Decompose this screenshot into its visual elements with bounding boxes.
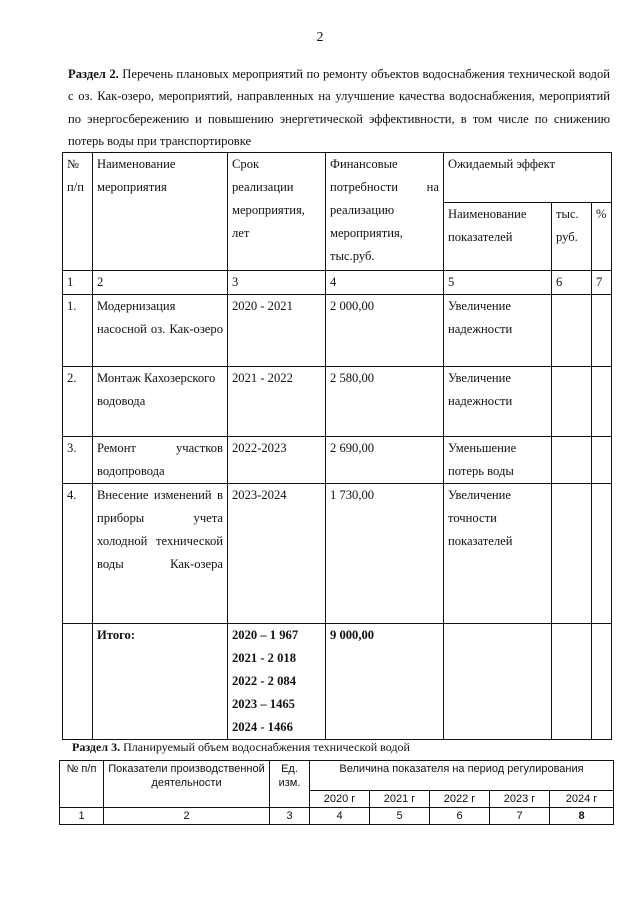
col-number-3: 3 [228, 271, 326, 295]
row-term: 2023-2024 [228, 484, 326, 624]
row-term: 2022-2023 [228, 437, 326, 484]
header-num: № п/п [63, 153, 93, 271]
row-num: 2. [63, 367, 93, 437]
table-row [63, 437, 612, 484]
t3-year-2023: 2023 г [490, 791, 550, 808]
header-effect: Ожидаемый эффект [444, 153, 612, 203]
t3-col-number-5: 5 [370, 808, 430, 825]
total-year-2022: 2022 - 2 084 [232, 674, 297, 688]
total-effect [444, 624, 552, 740]
total-num [63, 624, 93, 740]
header-term: Срок реализации мероприятия, лет [228, 153, 326, 271]
total-label: Итого: [93, 624, 228, 740]
row-finance: 1 730,00 [326, 484, 444, 624]
row-name: Внесение изменений в приборы учета холодной технической воды Как-озера [93, 484, 228, 624]
row-finance: 2 000,00 [326, 295, 444, 367]
total-years [228, 624, 326, 740]
t3-header-num: № п/п [60, 761, 104, 808]
row-name: Монтаж Кахозерского водовода [93, 367, 228, 437]
row-thousand-rub [552, 295, 592, 367]
t3-header-indicators: Показатели производственной деятельности [104, 761, 270, 808]
section-2-heading [68, 63, 610, 152]
row-finance: 2 580,00 [326, 367, 444, 437]
row-percent [592, 437, 612, 484]
row-effect: Увеличение надежности [444, 295, 552, 367]
t3-col-number-3: 3 [270, 808, 310, 825]
col-number-6: 6 [552, 271, 592, 295]
t3-year-2024: 2024 г [550, 791, 614, 808]
total-thousand-rub [552, 624, 592, 740]
col-number-4: 4 [326, 271, 444, 295]
row-thousand-rub [552, 437, 592, 484]
table-row [63, 295, 612, 367]
t3-year-2020: 2020 г [310, 791, 370, 808]
t3-col-number-4: 4 [310, 808, 370, 825]
t3-col-number-2: 2 [104, 808, 270, 825]
row-name: Ремонт участков водопровода [93, 437, 228, 484]
row-num: 4. [63, 484, 93, 624]
col-number-5: 5 [444, 271, 552, 295]
t3-col-number-6: 6 [430, 808, 490, 825]
table-row [63, 484, 612, 624]
total-year-2021: 2021 - 2 018 [232, 651, 297, 665]
row-thousand-rub [552, 484, 592, 624]
t3-header-value: Величина показателя на период регулирования [310, 761, 614, 791]
row-percent [592, 367, 612, 437]
t3-col-number-7: 7 [490, 808, 550, 825]
total-percent [592, 624, 612, 740]
section-3-heading [72, 740, 410, 755]
t3-col-number-1: 1 [60, 808, 104, 825]
section-3-label: Раздел 3. [72, 740, 121, 754]
col-number-1: 1 [63, 271, 93, 295]
water-supply-table [59, 760, 614, 825]
t3-col-number-8: 8 [550, 808, 614, 825]
table-row [63, 367, 612, 437]
row-effect: Уменьшение потерь воды [444, 437, 552, 484]
header-name: Наименование мероприятия [93, 153, 228, 271]
t3-header-unit: Ед. изм. [270, 761, 310, 808]
header-percent: % [592, 203, 612, 271]
row-name: Модернизация насосной оз. Как-озеро [93, 295, 228, 367]
row-effect: Увеличение надежности [444, 367, 552, 437]
row-thousand-rub [552, 367, 592, 437]
row-percent [592, 295, 612, 367]
section-3-text: Планируемый объем водоснабжения технической водой [123, 740, 410, 754]
total-year-2020: 2020 – 1 967 [232, 628, 299, 642]
row-percent [592, 484, 612, 624]
section-2-label: Раздел 2. [68, 67, 119, 81]
col-number-2: 2 [93, 271, 228, 295]
header-indicator-name: Наименование показателей [444, 203, 552, 271]
row-finance: 2 690,00 [326, 437, 444, 484]
row-effect: Увеличение точности показателей [444, 484, 552, 624]
row-term: 2020 - 2021 [228, 295, 326, 367]
header-finance: Финансовые потребности на реализацию мероприятия, тыс.руб. [326, 153, 444, 271]
total-year-2023: 2023 – 1465 [232, 697, 295, 711]
row-num: 3. [63, 437, 93, 484]
row-term: 2021 - 2022 [228, 367, 326, 437]
page-number: 2 [316, 30, 324, 45]
total-finance: 9 000,00 [326, 624, 444, 740]
t3-year-2021: 2021 г [370, 791, 430, 808]
col-number-7: 7 [592, 271, 612, 295]
section-2-text: Перечень плановых мероприятий по ремонту объектов водоснабжения технической водой с оз. Как-озеро, мероприятий, направленных на улучшение качества водоснабжения, мероприятий по энергосбережению и повышению энергетической эффективности, в том числе по снижению потерь воды при транспортировке [68, 67, 610, 148]
activities-table [62, 152, 612, 740]
header-thousand-rub: тыс. руб. [552, 203, 592, 271]
total-year-2024: 2024 - 1466 [232, 720, 293, 734]
total-row [63, 624, 612, 740]
row-num: 1. [63, 295, 93, 367]
t3-year-2022: 2022 г [430, 791, 490, 808]
